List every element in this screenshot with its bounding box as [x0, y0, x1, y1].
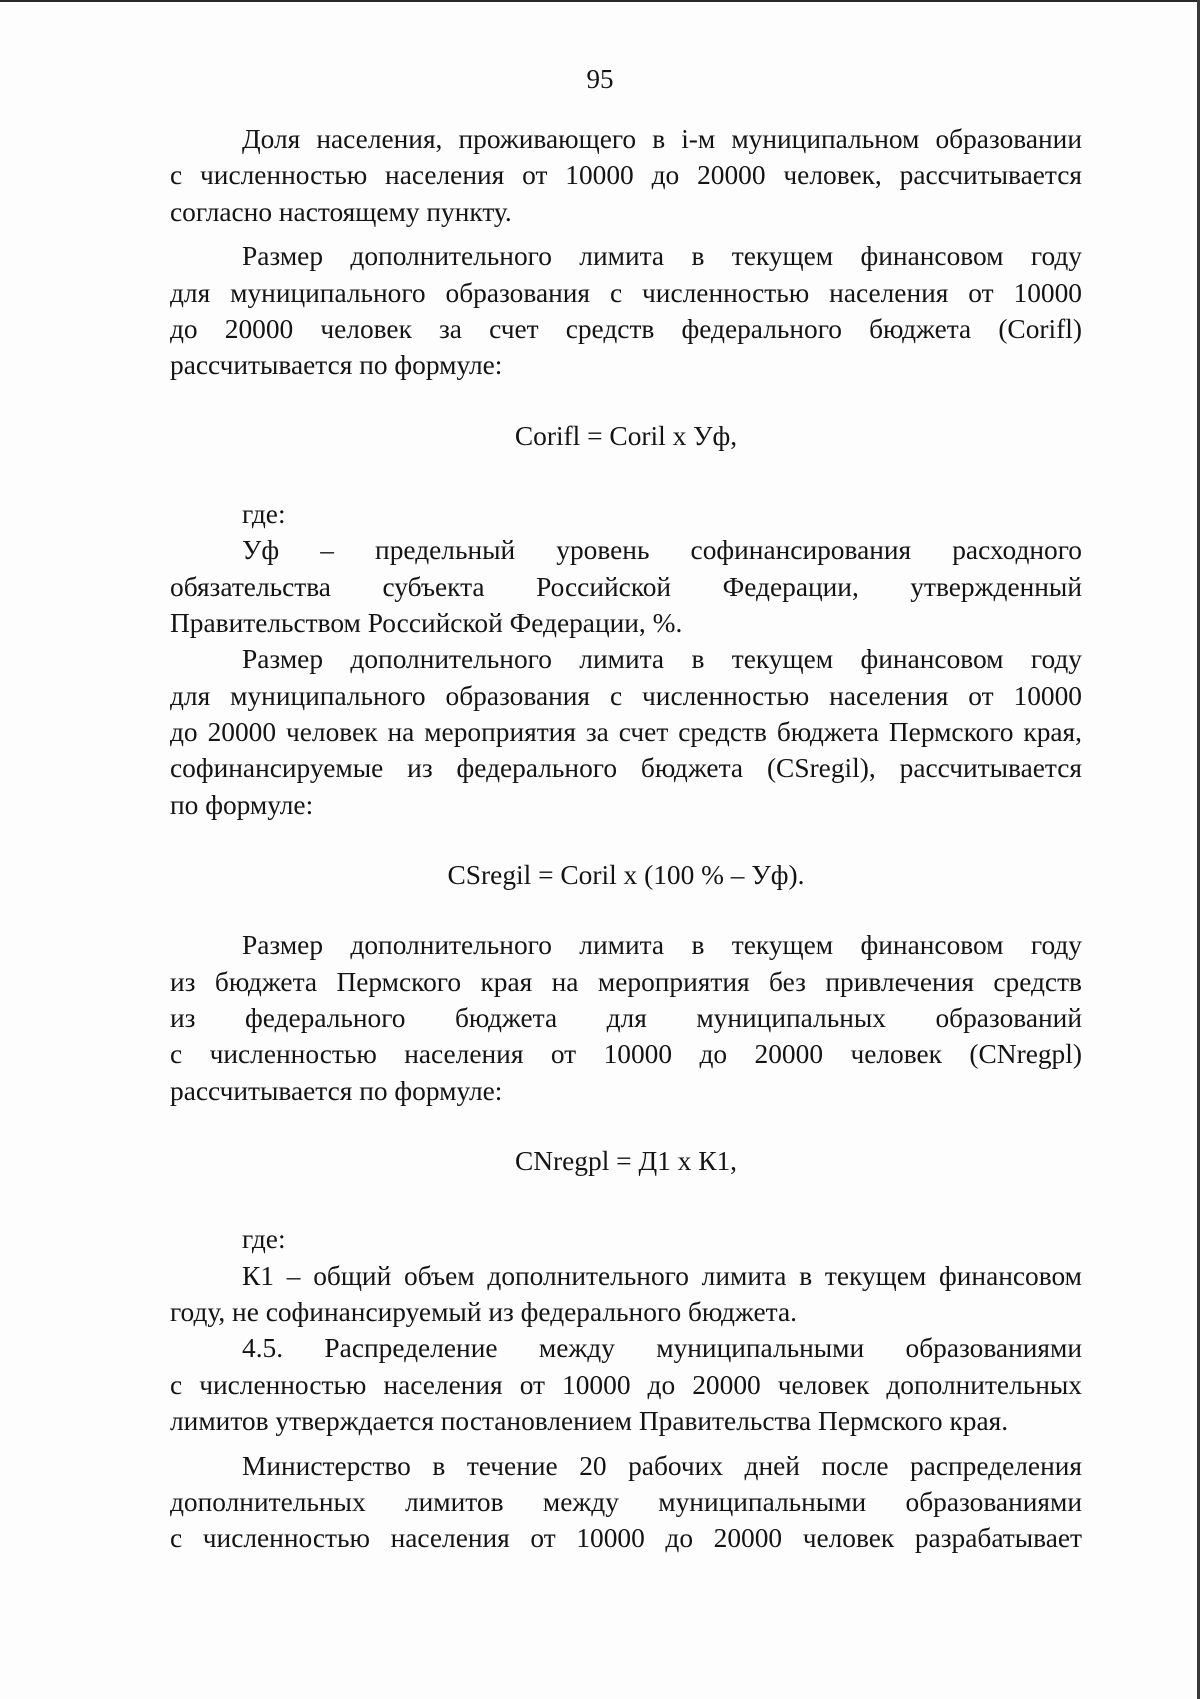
paragraph-4-5-distribution	[170, 1330, 1082, 1439]
paragraph-regional-cofinanced-limit	[170, 641, 1082, 823]
text-line: К1 – общий объем дополнительного лимита в текущем финансовом	[242, 1260, 1082, 1291]
page-number: 95	[586, 64, 614, 94]
text-line: с численностью населения от 10000 до 20000 человек разрабатывает	[170, 1523, 1082, 1554]
paragraph-regional-own-limit	[170, 927, 1082, 1109]
text-line: до 20000 человек на мероприятия за счет средств бюджета Пермского края,	[170, 717, 1082, 748]
text-line: Уф – предельный уровень софинансирования расходного	[242, 535, 1082, 566]
text-line: году, не софинансируемый из федерального бюджета.	[170, 1296, 797, 1327]
text-line: с численностью населения от 10000 до 20000 человек дополнительных	[170, 1369, 1082, 1400]
where-label: где:	[242, 498, 286, 529]
text-line: до 20000 человек за счет средств федерального бюджета (Corifl)	[170, 313, 1082, 344]
text-line: Правительством Российской Федерации, %.	[170, 607, 683, 638]
text-line: с численностью населения от 10000 до 20000 человек, рассчитывается	[170, 160, 1082, 191]
paragraph-uf-definition	[170, 532, 1082, 641]
paragraph-k1-definition	[170, 1258, 1082, 1331]
formula-corifl: Corifl = Coril x Уф,	[514, 420, 738, 451]
text-line: Размер дополнительного лимита в текущем финансовом году	[242, 644, 1082, 675]
paragraph-population-share	[170, 121, 1082, 230]
text-line: из бюджета Пермского края на мероприятия без привлечения средств	[170, 966, 1082, 997]
text-line: обязательства субъекта Российской Федерации, утвержденный	[170, 571, 1082, 602]
paragraph-ministry-deadline	[170, 1448, 1082, 1557]
text-line: для муниципального образования с численностью населения от 10000	[170, 680, 1082, 711]
text-line: из федерального бюджета для муниципальных образований	[170, 1003, 1082, 1034]
text-line: Размер дополнительного лимита в текущем финансовом году	[242, 930, 1082, 961]
text-line: Размер дополнительного лимита в текущем финансовом году	[242, 241, 1082, 272]
text-line: 4.5. Распределение между муниципальными образованиями	[242, 1333, 1082, 1364]
text-line: Доля населения, проживающего в i-м муниципальном образовании	[242, 124, 1082, 154]
text-line: рассчитывается по формуле:	[170, 350, 503, 381]
text-line: согласно настоящему пункту.	[170, 196, 512, 227]
text-line: лимитов утверждается постановлением Правительства Пермского края.	[170, 1406, 1009, 1437]
formula-cnregpl: CNregpl = Д1 x К1,	[514, 1146, 738, 1177]
scan-edge-top	[0, 0, 1200, 2]
where-label: где:	[242, 1224, 286, 1255]
text-line: для муниципального образования с численностью населения от 10000	[170, 277, 1082, 308]
text-line: по формуле:	[170, 789, 314, 820]
text-line: софинансируемые из федерального бюджета (CSregil), рассчитывается	[170, 753, 1082, 784]
text-line: Министерство в течение 20 рабочих дней после распределения	[242, 1450, 1082, 1481]
text-line: рассчитывается по формуле:	[170, 1075, 503, 1106]
text-line: с численностью населения от 10000 до 20000 человек (CNregpl)	[170, 1039, 1082, 1070]
formula-csregil: CSregil = Coril x (100 % – Уф).	[447, 860, 805, 891]
text-line: дополнительных лимитов между муниципальными образованиями	[170, 1486, 1082, 1517]
paragraph-federal-limit	[170, 238, 1082, 384]
document-body	[170, 121, 1082, 1557]
